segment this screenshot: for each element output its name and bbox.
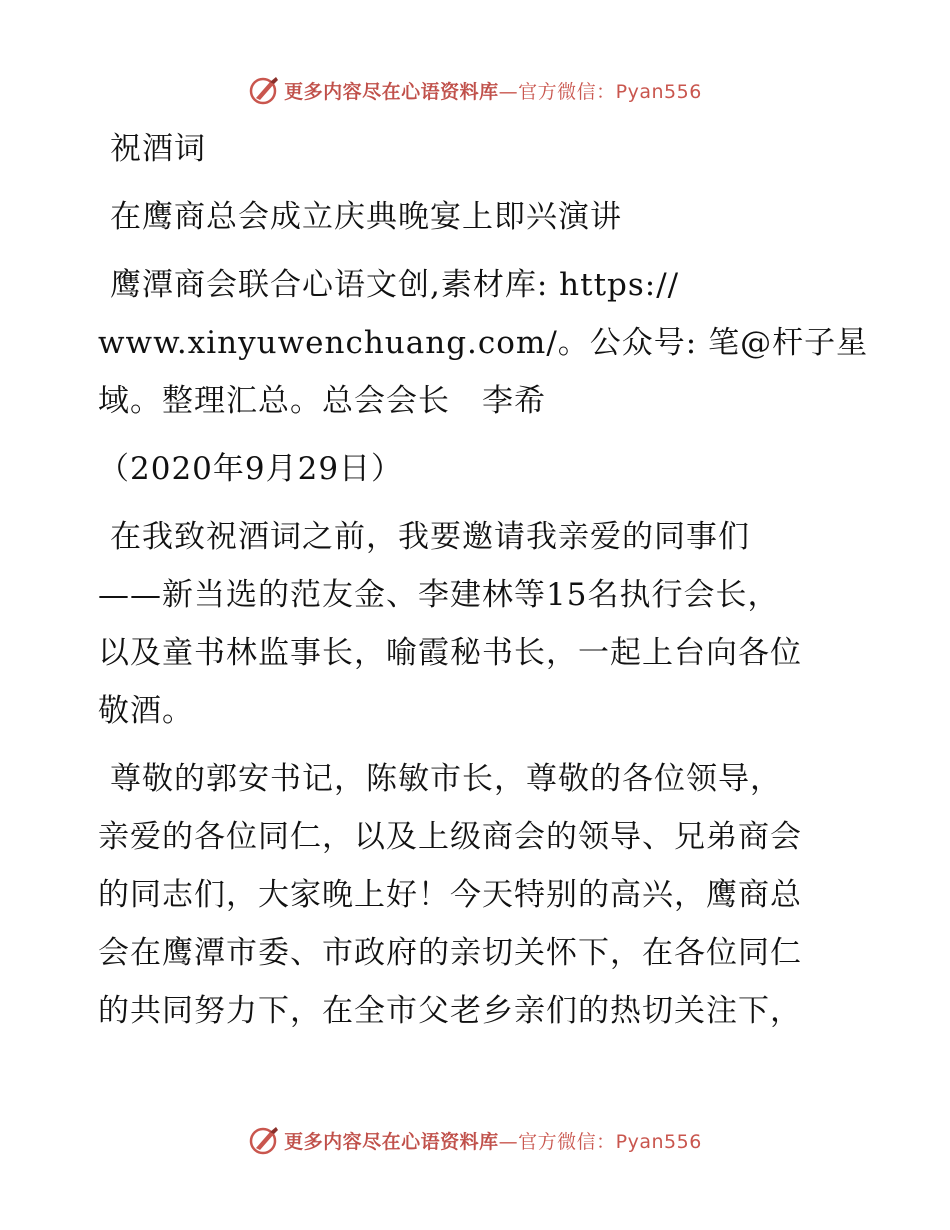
watermark-wechat: —官方微信：Pyan556 [498,1130,702,1153]
document-body [98,120,869,1040]
paragraph-line: 会在鹰潭市委、市政府的亲切关怀下，在各位同仁 [98,935,802,971]
credit-paragraph [98,256,869,430]
speech-date: （2020年9月29日） [98,451,404,487]
credit-line: 域。整理汇总。总会会长 李希 [98,383,546,419]
paragraph-1 [98,508,858,740]
paragraph-line: 的共同努力下，在全市父老乡亲们的热切关注下， [98,993,802,1029]
pen-logo-icon [248,74,280,106]
header-watermark-banner [0,72,950,108]
document-subtitle: 在鹰商总会成立庆典晚宴上即兴演讲 [110,199,622,235]
paragraph-line: 在我致祝酒词之前，我要邀请我亲爱的同事们 [110,519,750,555]
header-watermark-text [284,77,702,104]
footer-watermark-text [284,1127,702,1154]
paragraph-line: 以及童书林监事长，喻霞秘书长，一起上台向各位 [98,635,802,671]
footer-watermark-banner [0,1122,950,1158]
watermark-wechat: —官方微信：Pyan556 [498,80,702,103]
paragraph-line: 尊敬的郭安书记，陈敏市长，尊敬的各位领导， [110,761,782,797]
pen-logo-icon [248,1124,280,1156]
credit-line: 鹰潭商会联合心语文创,素材库: https:// [110,267,680,303]
paragraph-2 [98,750,858,1040]
paragraph-line: 亲爱的各位同仁，以及上级商会的领导、兄弟商会 [98,819,802,855]
watermark-highlight: 更多内容尽在心语资料库 [284,80,499,103]
credit-line: www.xinyuwenchuang.com/。公众号: 笔@杆子星 [98,325,869,361]
paragraph-line: ——新当选的范友金、李建林等15名执行会长， [98,577,780,613]
watermark-highlight: 更多内容尽在心语资料库 [284,1130,499,1153]
document-title: 祝酒词 [110,131,206,167]
paragraph-line: 的同志们，大家晚上好！今天特别的高兴，鹰商总 [98,877,802,913]
paragraph-line: 敬酒。 [98,693,194,729]
